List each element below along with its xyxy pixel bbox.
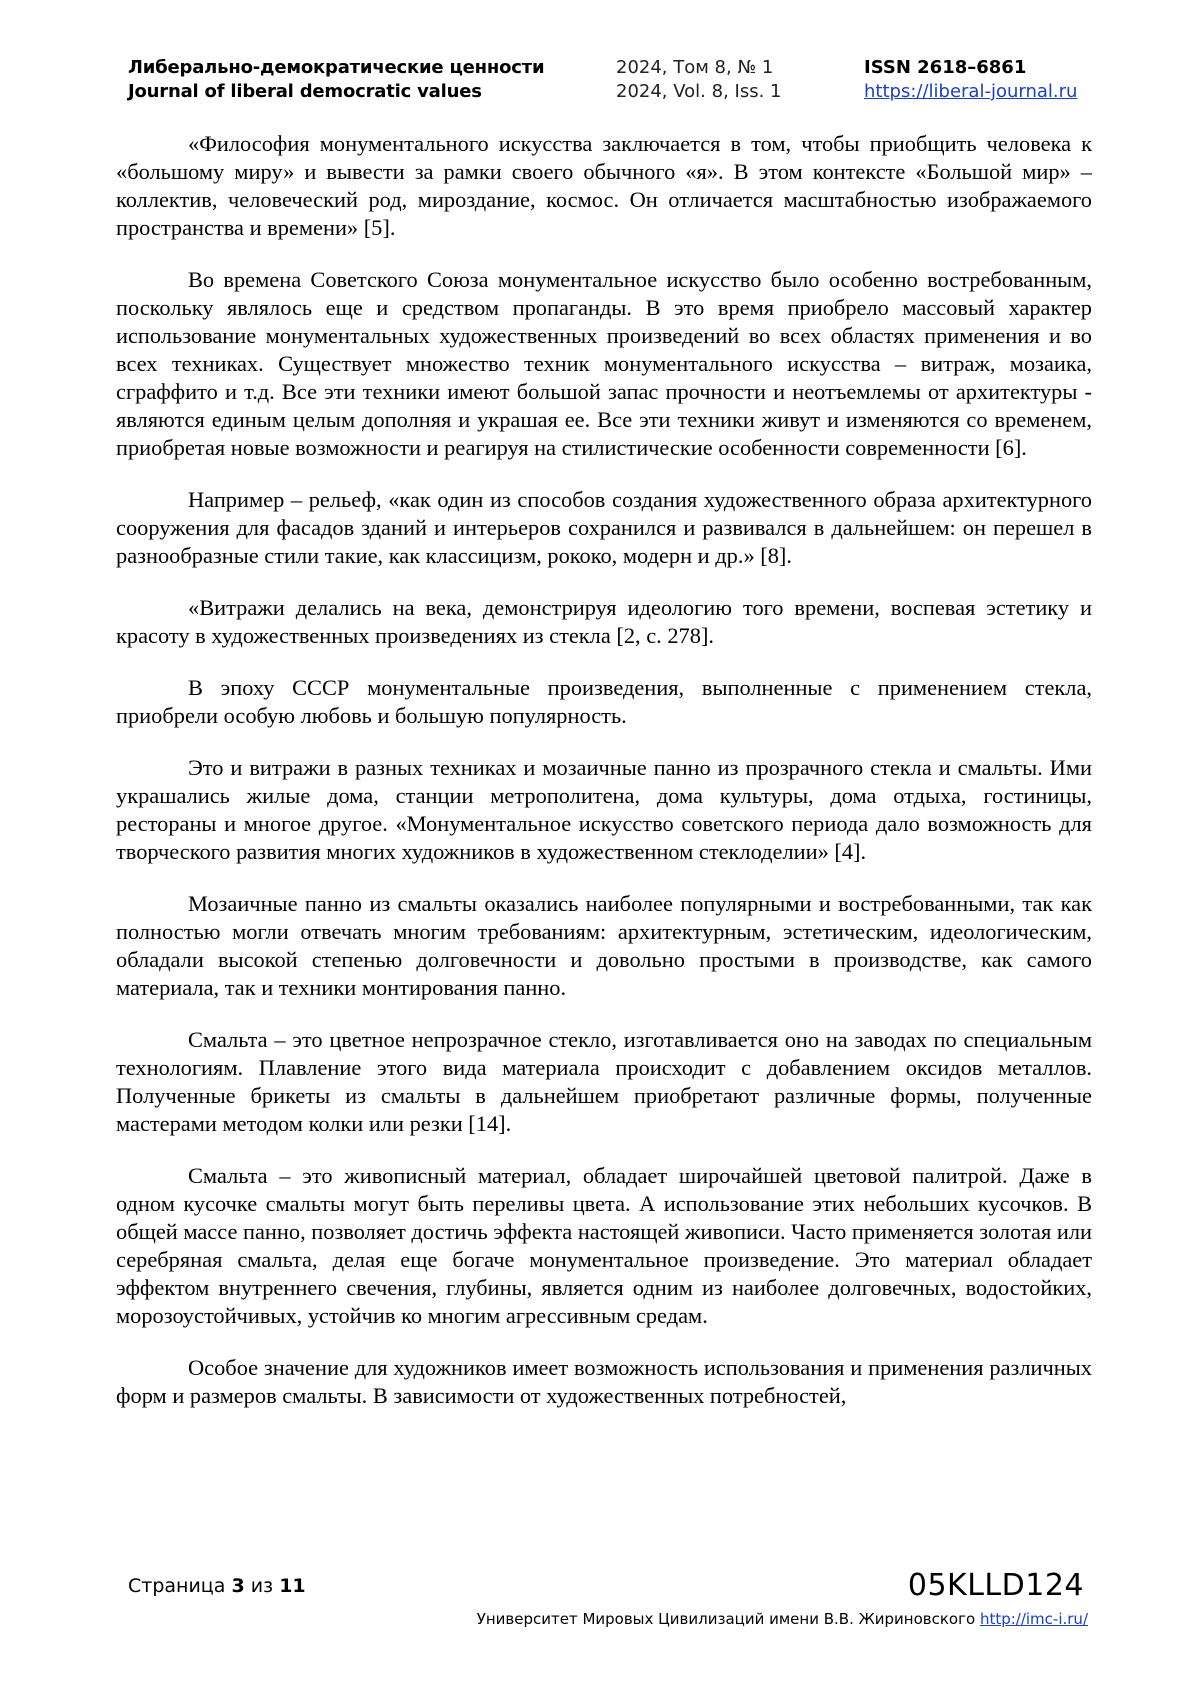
paragraph: Мозаичные панно из смальты оказались наиболее популярными и востребованными, так как полностью могли отвечать многим требованиям: архитектурным, эстетическим, идеологическим, обладали высокой степенью долговечности и довольно простыми в производстве, как самого материала, так и техники монтирования панно. bbox=[116, 891, 1092, 1000]
paragraph: В эпоху СССР монументальные произведения, выполненные с применением стекла, приобрели особую любовь и большую популярность. bbox=[116, 675, 1092, 728]
journal-url-link[interactable]: https://liberal-journal.ru bbox=[864, 81, 1078, 102]
issue-info-ru: 2024, Том 8, № 1 bbox=[616, 57, 774, 78]
page-mid: из bbox=[244, 1575, 280, 1597]
issn-number: ISSN 2618–6861 bbox=[864, 57, 1027, 78]
page-header bbox=[128, 56, 1100, 112]
page-current: 3 bbox=[231, 1575, 245, 1597]
paragraph: «Витражи делались на века, демонстрируя идеологию того времени, воспевая эстетику и красоту в художественных произведениях из стекла [2, с. 278]. bbox=[116, 595, 1092, 648]
journal-title-ru: Либерально-демократические ценности bbox=[128, 57, 545, 78]
paragraph: Это и витражи в разных техниках и мозаичные панно из прозрачного стекла и смальты. Ими украшались жилые дома, станции метрополитена, дома культуры, дома отдыха, гостиницы, рестораны и многое другое. «Монументальное искусство советского периода дало возможность для творческого развития многих художников в художественном стеклоделии» [4]. bbox=[116, 755, 1092, 864]
journal-title-en: Journal of liberal democratic values bbox=[128, 81, 482, 102]
journal-title-block bbox=[128, 56, 544, 104]
issue-info-en: 2024, Vol. 8, Iss. 1 bbox=[616, 81, 782, 102]
university-line bbox=[477, 1610, 1088, 1628]
paragraph: Смальта – это живописный материал, обладает широчайшей цветовой палитрой. Даже в одном кусочке смальты могут быть переливы цвета. А использование этих небольших кусочков. В общей массе панно, позволяет достичь эффекта настоящей живописи. Часто применяется золотая или серебряная смальта, делая еще богаче монументальное произведение. Это материал обладает эффектом внутреннего свечения, глубины, является одним из наиболее долговечных, водостойких, морозоустойчивых, устойчив ко многим агрессивным средам. bbox=[116, 1163, 1092, 1328]
university-link[interactable]: http://imc-i.ru/ bbox=[979, 1610, 1088, 1628]
paragraph: «Философия монументального искусства заключается в том, чтобы приобщить человека к «большому миру» и вывести за рамки своего обычного «я». В этом контексте «Большой мир» – коллектив, человеческий род, мироздание, космос. Он отличается масштабностью изображаемого пространства и времени» [5]. bbox=[116, 131, 1092, 240]
paragraph: Например – рельеф, «как один из способов создания художественного образа архитектурного сооружения для фасадов зданий и интерьеров сохранился и развивался в дальнейшем: он перешел в разнообразные стили такие, как классицизм, рококо, модерн и др.» [8]. bbox=[116, 487, 1092, 568]
article-body bbox=[116, 130, 1092, 1434]
page-total: 11 bbox=[279, 1575, 306, 1597]
university-name: Университет Мировых Цивилизаций имени В.В. Жириновского bbox=[476, 1610, 980, 1628]
page-number bbox=[128, 1575, 306, 1597]
paragraph: Особое значение для художников имеет возможность использования и применения различных форм и размеров смальты. В зависимости от художественных потребностей, bbox=[116, 1355, 1092, 1408]
issue-info-block bbox=[616, 56, 781, 104]
article-code: 05KLLD124 bbox=[907, 1568, 1084, 1603]
page-prefix: Страница bbox=[128, 1575, 232, 1597]
paragraph: Во времена Советского Союза монументальное искусство было особенно востребованным, поскольку являлось еще и средством пропаганды. В это время приобрело массовый характер использование монументальных художественных произведений во всех областях применения и во всех техниках. Существует множество техник монументального искусства – витраж, мозаика, сграффито и т.д. Все эти техники имеют большой запас прочности и неотъемлемы от архитектуры - являются единым целым дополняя и украшая ее. Все эти техники живут и изменяются со временем, приобретая новые возможности и реагируя на стилистические особенности современности [6]. bbox=[116, 267, 1092, 460]
paragraph: Смальта – это цветное непрозрачное стекло, изготавливается оно на заводах по специальным технологиям. Плавление этого вида материала происходит с добавлением оксидов металлов. Полученные брикеты из смальты в дальнейшем приобретают различные формы, полученные мастерами методом колки или резки [14]. bbox=[116, 1027, 1092, 1136]
issn-block bbox=[864, 56, 1077, 104]
